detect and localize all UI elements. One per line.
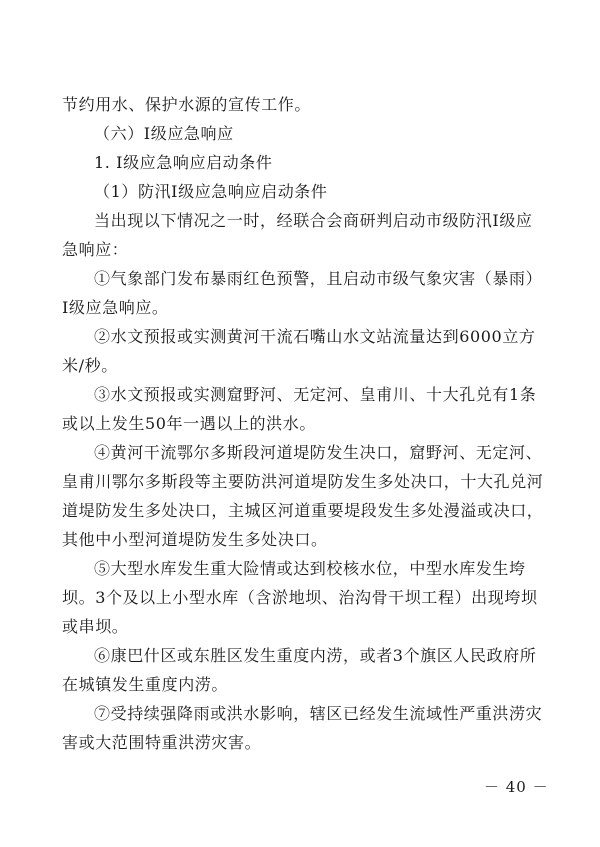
- list-item-7: ⑦受持续强降雨或洪水影响，辖区已经发生流域性严重洪涝灾: [94, 704, 543, 723]
- list-item-6-cont: 在城镇发生重度内涝。: [62, 675, 229, 694]
- list-item-6: ⑥康巴什区或东胜区发生重度内涝，或者3个旗区人民政府所: [94, 646, 537, 665]
- list-item-3: ③水文预报或实测窟野河、无定河、皇甫川、十大孔兑有1条: [94, 385, 537, 404]
- list-item-7-cont: 害或大范围特重洪涝灾害。: [62, 733, 262, 752]
- section-heading: （六）Ⅰ级应急响应: [94, 124, 234, 143]
- list-item-4: ④黄河干流鄂尔多斯段河道堤防发生决口，窟野河、无定河、: [94, 443, 543, 462]
- list-item-4-cont: 道堤防发生多处决口，主城区河道重要堤段发生多处漫溢或决口，: [62, 501, 544, 520]
- list-item-2-cont: 米/秒。: [62, 356, 118, 375]
- paragraph-line: 节约用水、保护水源的宣传工作。: [62, 95, 312, 114]
- list-item-1: ①气象部门发布暴雨红色预警，且启动市级气象灾害（暴雨）: [94, 269, 543, 288]
- list-item-5-cont: 坝。3个及以上小型水库（含淤地坝、治沟骨干坝工程）出现垮坝: [62, 588, 538, 607]
- list-item-5: ⑤大型水库发生重大险情或达到校核水位，中型水库发生垮: [94, 559, 526, 578]
- list-item-1-cont: Ⅰ级应急响应。: [62, 298, 169, 317]
- paragraph-line: 当出现以下情况之一时，经联合会商研判启动市级防汛Ⅰ级应: [94, 211, 533, 230]
- list-item-2: ②水文预报或实测黄河干流石嘴山水文站流量达到6000立方: [94, 327, 536, 346]
- list-item-4-cont: 皇甫川鄂尔多斯段等主要防洪河道堤防发生多处决口，十大孔兑河: [62, 472, 544, 491]
- list-item-4-cont: 其他中小型河道堤防发生多处决口。: [62, 530, 328, 549]
- subsection-heading: 1. Ⅰ级应急响应启动条件: [94, 153, 273, 172]
- sub-subsection-heading: （1）防汛Ⅰ级应急响应启动条件: [94, 182, 328, 201]
- paragraph-line: 急响应：: [62, 240, 129, 259]
- page-number: － 40 －: [484, 778, 549, 796]
- list-item-3-cont: 或以上发生50年一遇以上的洪水。: [62, 414, 316, 433]
- list-item-5-cont: 或串坝。: [62, 617, 129, 636]
